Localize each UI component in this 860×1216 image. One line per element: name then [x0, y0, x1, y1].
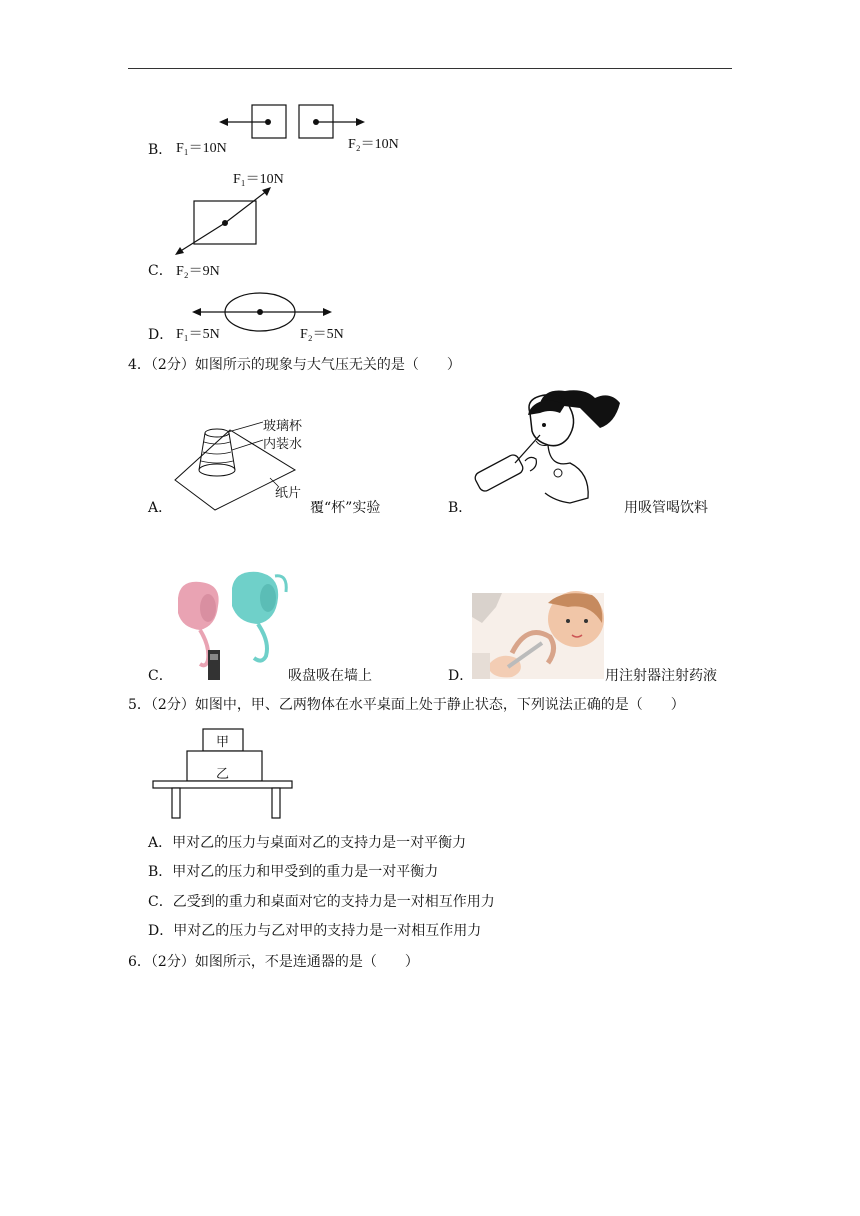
q4-b-girl-straw-image: [470, 383, 630, 513]
q4-option-a-caption: 覆“杯”实验: [310, 500, 381, 516]
q3-b-f2-label: F₂＝10N: [348, 137, 399, 152]
q3-c-f2-label: F₂＝9N: [176, 264, 220, 279]
q4-option-a-letter: A．: [148, 500, 173, 516]
q4-d-syringe-image: [472, 593, 604, 679]
q5-block-jia-label: 甲: [216, 735, 230, 750]
q4-option-c-caption: 吸盘吸在墙上: [288, 668, 372, 684]
q4-option-b-letter: B．: [448, 500, 473, 516]
q5-block-yi-label: 乙: [216, 767, 230, 782]
q3-option-c-letter: C．: [148, 263, 173, 279]
top-rule: [128, 68, 732, 69]
q4-option-d-letter: D．: [448, 668, 474, 684]
q4-option-b-caption: 用吸管喝饮料: [624, 500, 708, 516]
q3-c-f1-label: F₁＝10N: [233, 172, 284, 187]
q5-option-b: B．甲对乙的压力和甲受到的重力是一对平衡力: [148, 864, 439, 880]
q4-option-c-letter: C．: [148, 668, 173, 684]
q3-b-f1-label: F₁＝10N: [176, 141, 227, 156]
q3-option-b-letter: B．: [148, 142, 173, 158]
q3-d-f1-label: F₁＝5N: [176, 327, 220, 342]
q3-option-c-diagram: [170, 180, 280, 260]
q4-c-suction-hooks-image: [170, 568, 290, 680]
q6-stem: 6．（2分）如图所示，不是连通器的是（ ）: [128, 954, 419, 970]
q4-stem: 4．（2分）如图所示的现象与大气压无关的是（ ）: [128, 357, 461, 373]
q5-stem: 5．（2分）如图中，甲、乙两物体在水平桌面上处于静止状态，下列说法正确的是（ ）: [128, 697, 685, 713]
q5-option-c: C．乙受到的重力和桌面对它的支持力是一对相互作用力: [148, 894, 495, 910]
q3-option-d-letter: D．: [148, 327, 174, 343]
q5-option-d: D．甲对乙的压力与乙对甲的支持力是一对相互作用力: [148, 923, 482, 939]
q5-option-a: A．甲对乙的压力与桌面对乙的支持力是一对平衡力: [148, 835, 467, 851]
q4-a-label-cup: 玻璃杯: [263, 419, 303, 434]
q3-d-f2-label: F₂＝5N: [300, 327, 344, 342]
q4-a-label-paper: 纸片: [275, 486, 302, 501]
q4-a-label-water: 内装水: [263, 437, 303, 452]
q4-option-d-caption: 用注射器注射药液: [605, 668, 717, 684]
